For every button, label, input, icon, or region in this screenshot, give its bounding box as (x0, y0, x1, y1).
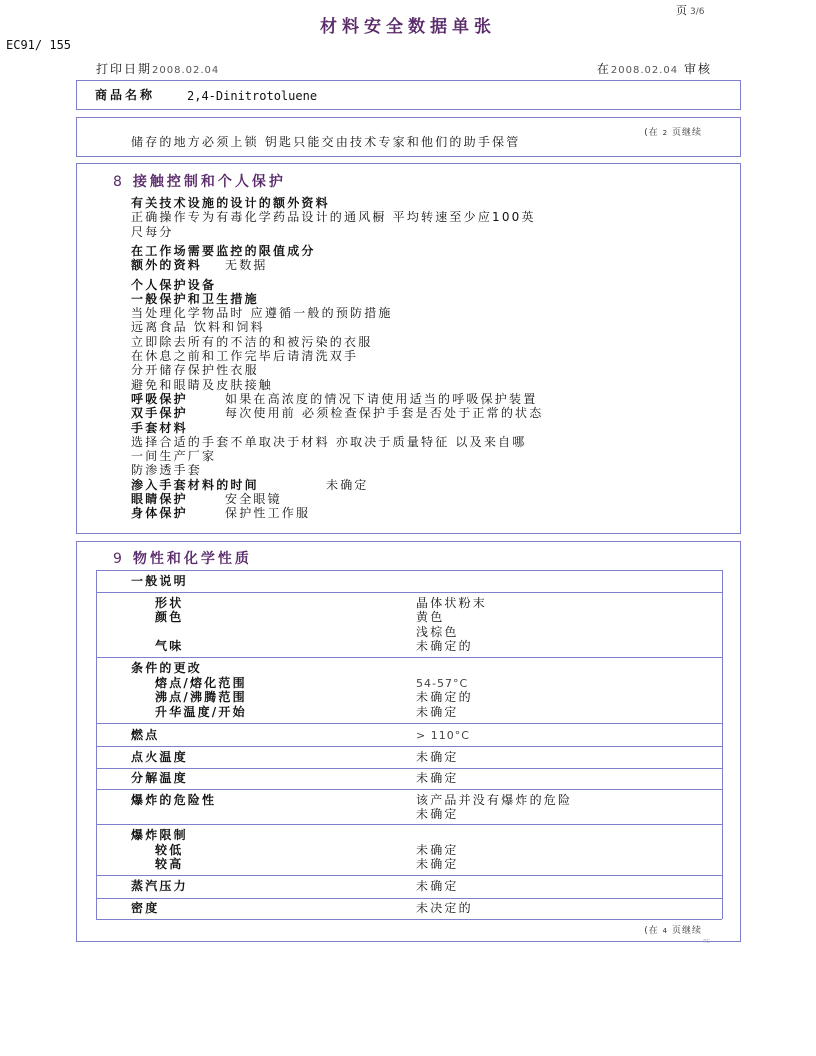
row-divider (96, 789, 722, 790)
s8-line: 有关技术设施的设计的额外资料 (131, 196, 330, 210)
odor-value: 未确定的 (416, 639, 473, 653)
page-number-value: 3/6 (690, 7, 705, 17)
row-divider (96, 657, 722, 658)
section-8-title: 接触控制和个人保护 (132, 174, 286, 190)
sublimation-label: 升华温度/开始 (155, 705, 247, 719)
table-right-border (722, 570, 723, 919)
section-9-number: 9 (113, 551, 125, 567)
color-value-1: 黄色 (416, 610, 445, 624)
row-divider (96, 768, 722, 769)
decomposition-value: 未确定 (416, 771, 459, 785)
table-left-border (96, 570, 97, 919)
page-number (676, 2, 704, 18)
print-date-row (96, 60, 712, 77)
color-label: 颜色 (155, 610, 184, 624)
print-date-label: 打印日期 (96, 62, 153, 76)
review-date-group (597, 60, 712, 77)
section-9-title: 物性和化学性质 (132, 551, 252, 567)
s8-line: 当处理化学物品时 应遵循一般的预防措施 (131, 306, 393, 321)
s8-line-value: 未确定 (326, 477, 369, 492)
row-divider (96, 570, 722, 571)
boiling-value: 未确定的 (416, 690, 473, 704)
explosion-danger-value-1: 该产品并没有爆炸的危险 (416, 793, 573, 807)
flash-point-label: 燃点 (131, 728, 160, 742)
sublimation-value: 未确定 (416, 705, 459, 719)
s8-line: 立即除去所有的不洁的和被污染的衣服 (131, 334, 373, 349)
boiling-label: 沸点/沸腾范围 (155, 690, 247, 704)
continued-page: 2 (662, 129, 669, 137)
lower-limit-label: 较低 (155, 843, 184, 857)
s8-line-value: 每次使用前 必须检查保护手套是否处于正常的状态 (225, 406, 544, 421)
section-9-box (76, 541, 741, 945)
continued-on-prefix: (在 (644, 926, 659, 936)
row-divider (96, 592, 722, 593)
state-change-label: 条件的更改 (131, 661, 203, 675)
continued-on-suffix: 页继续 (671, 926, 702, 936)
continued-on-note (644, 923, 702, 936)
section-8-box (76, 163, 741, 534)
s8-line: 手套材料 (131, 420, 188, 435)
document-code: EC91/ 155 (6, 38, 72, 52)
s8-line-value: 安全眼镜 (225, 492, 282, 506)
upper-limit-label: 较高 (155, 857, 184, 871)
odor-label: 气味 (155, 639, 184, 653)
row-divider (96, 919, 722, 920)
page-title: 材料安全数据单张 (320, 17, 496, 37)
continuation-box (76, 117, 741, 157)
s8-line-label: 渗入手套材料的时间 (131, 477, 259, 492)
melting-value: 54-57°C (416, 677, 469, 690)
row-divider (96, 824, 722, 825)
review-suffix: 审核 (683, 62, 712, 76)
s8-line-value: 保护性工作服 (225, 506, 311, 521)
row-divider (96, 875, 722, 876)
melting-label: 熔点/熔化范围 (155, 676, 247, 690)
s8-line: 一般保护和卫生措施 (131, 291, 259, 306)
section-8-number: 8 (113, 174, 125, 190)
product-box (76, 80, 741, 110)
s8-line: 个人保护设备 (131, 277, 217, 292)
explosion-limits-label: 爆炸限制 (131, 828, 188, 842)
flash-point-value: > 110°C (416, 729, 470, 742)
color-value-2: 浅棕色 (416, 625, 459, 639)
row-divider (96, 746, 722, 747)
s8-line: 选择合适的手套不单取决于材料 亦取决于质量特征 以及来自哪 (131, 434, 527, 449)
rc-mark: RC (703, 939, 710, 945)
s8-line-label: 额外的资料 (131, 258, 203, 273)
product-label: 商品名称 (95, 88, 156, 102)
print-date: 2008.02.04 (152, 65, 220, 76)
explosion-danger-value-2: 未确定 (416, 807, 459, 821)
s8-line-label: 眼睛保护 (131, 492, 188, 506)
s8-line: 在工作场需要监控的限值成分 (131, 243, 316, 258)
form-label: 形状 (155, 596, 184, 610)
s8-line: 尺每分 (131, 224, 174, 239)
s8-line: 正确操作专为有毒化学药品设计的通风橱 平均转速至少应100英 (131, 210, 536, 225)
section-9-heading (113, 548, 252, 568)
s8-line: 分开储存保护性衣服 (131, 363, 259, 378)
decomposition-label: 分解温度 (131, 771, 188, 785)
density-label: 密度 (131, 901, 160, 915)
density-value: 未决定的 (416, 901, 473, 915)
form-value: 晶体状粉末 (416, 596, 488, 610)
continued-on-page: 4 (662, 927, 669, 935)
vapor-pressure-value: 未确定 (416, 879, 459, 893)
general-description-label: 一般说明 (131, 574, 188, 588)
page-label: 页 (676, 4, 687, 17)
s8-line-label: 双手保护 (131, 406, 188, 421)
ignition-value: 未确定 (416, 750, 459, 764)
storage-text: 储存的地方必须上锁 钥匙只能交由技术专家和他们的助手保管 (131, 135, 521, 149)
s8-line-value: 无数据 (225, 258, 268, 273)
review-date: 2008.02.04 (610, 65, 679, 76)
s8-line-label: 身体保护 (131, 506, 188, 521)
vapor-pressure-label: 蒸汽压力 (131, 879, 188, 893)
s8-line: 一间生产厂家 (131, 449, 217, 464)
continued-prefix: (在 (644, 128, 659, 138)
lower-limit-value: 未确定 (416, 843, 459, 857)
s8-line-value: 如果在高浓度的情况下请使用适当的呼吸保护装置 (225, 391, 538, 406)
continued-suffix: 页继续 (671, 128, 702, 138)
row-divider (96, 723, 722, 724)
s8-line-label: 呼吸保护 (131, 391, 188, 406)
s8-line: 远离食品 饮料和饲料 (131, 320, 265, 335)
continued-from-note (644, 125, 702, 138)
row-divider (96, 898, 722, 899)
explosion-danger-label: 爆炸的危险性 (131, 793, 217, 807)
review-prefix: 在 (596, 62, 611, 76)
s8-line: 在休息之前和工作完毕后请清洗双手 (131, 349, 359, 363)
section-8-heading (113, 171, 286, 191)
s8-line: 避免和眼睛及皮肤接触 (131, 377, 274, 392)
product-value: 2,4-Dinitrotoluene (187, 89, 318, 103)
ignition-label: 点火温度 (131, 750, 188, 764)
s8-line: 防渗透手套 (131, 463, 203, 478)
upper-limit-value: 未确定 (416, 857, 459, 871)
